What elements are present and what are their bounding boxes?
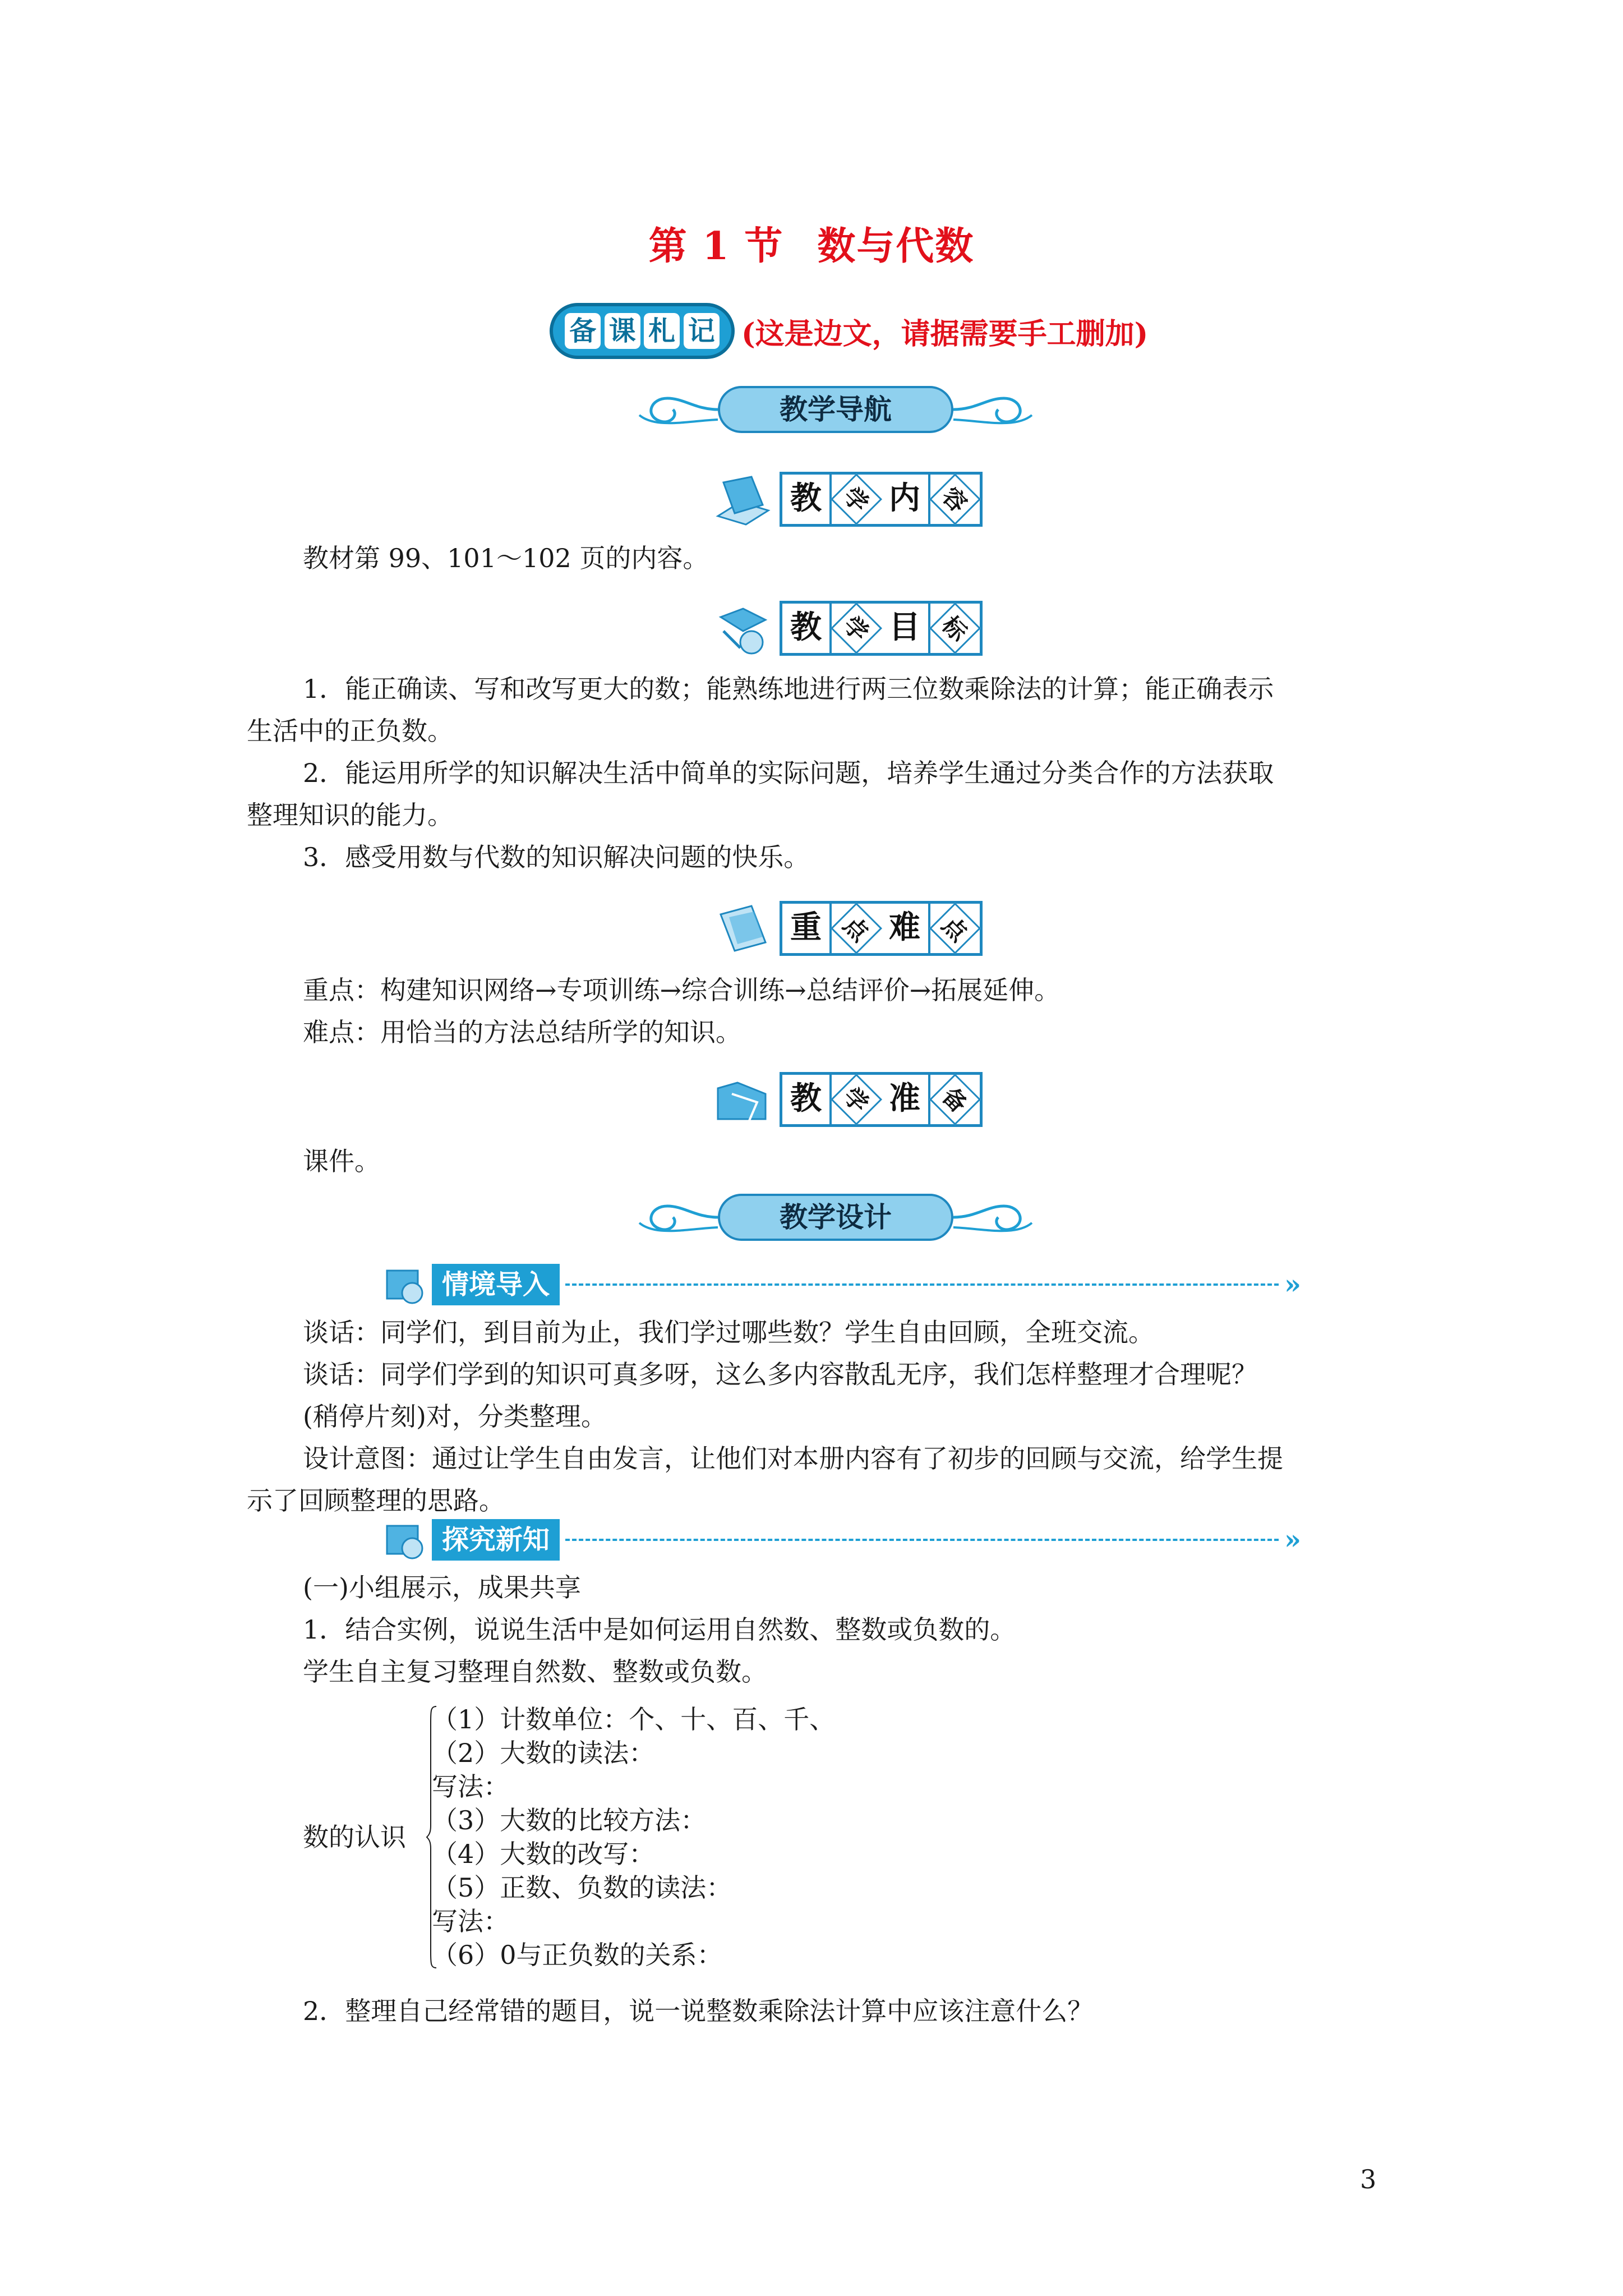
- subheading-label: 情境导入: [432, 1264, 560, 1305]
- section-title-char: 学: [831, 473, 882, 525]
- content-text: 教材第 99、101～102 页的内容。: [303, 543, 709, 573]
- section-heading-preparation: [712, 1066, 983, 1133]
- double-chevron-icon: »: [1284, 1269, 1301, 1300]
- section-title-char: 容: [929, 473, 981, 525]
- intro-line: 谈话：同学们学到的知识可真多呀，这么多内容散乱无序，我们怎样整理才合理呢？: [303, 1359, 1257, 1389]
- section-title-char: 目: [881, 604, 930, 653]
- tree-item: 写法：: [432, 1906, 509, 1936]
- tree-item: （5）正数、负数的读法：: [432, 1872, 732, 1903]
- tree-item: （6）0与正负数的关系：: [432, 1940, 723, 1970]
- notes-row: [550, 300, 1148, 362]
- section-title-char: 准: [881, 1075, 930, 1124]
- banner-label: 教学导航: [718, 386, 953, 433]
- folder-icon: [712, 1071, 774, 1128]
- tree-item: （4）大数的改写：: [432, 1839, 655, 1869]
- explore-final-line: 2．整理自己经常错的题目，说一说整数乘除法计算中应该注意什么？: [303, 1996, 1094, 2026]
- scenario-icon: [381, 1262, 432, 1307]
- section-title-char: 内: [881, 475, 930, 524]
- section-title-box: [780, 901, 983, 956]
- goal-item: 生活中的正负数。: [247, 716, 453, 746]
- explore-line: 学生自主复习整理自然数、整数或负数。: [303, 1657, 767, 1687]
- double-chevron-icon: »: [1284, 1524, 1301, 1556]
- difficult-point-text: 难点：用恰当的方法总结所学的知识。: [303, 1017, 741, 1047]
- section-title-char: 难: [881, 904, 930, 953]
- section-title-char: 点: [929, 903, 981, 954]
- section-title-char: 重: [782, 904, 832, 953]
- notes-badge: [550, 303, 735, 359]
- section-title-char: 学: [831, 602, 882, 654]
- section-title-char: 点: [831, 903, 882, 954]
- section-heading-goals: [712, 595, 983, 662]
- notes-badge-char: 札: [644, 313, 680, 349]
- preparation-text: 课件。: [303, 1146, 380, 1176]
- goal-item: 2．能运用所学的知识解决生活中简单的实际问题，培养学生通过分类合作的方法获取: [303, 758, 1274, 788]
- intro-line: (稍停片刻)对，分类整理。: [303, 1401, 607, 1432]
- title-section-number: 第 1 节: [648, 224, 784, 269]
- subheading-label: 探究新知: [432, 1519, 560, 1561]
- banner-label: 教学设计: [718, 1194, 953, 1241]
- subheading-explore: [381, 1517, 1301, 1562]
- target-icon: [712, 600, 774, 656]
- banner-teaching-nav: [634, 376, 1038, 443]
- notes-badge-char: 备: [565, 313, 601, 349]
- intro-line: 示了回顾整理的思路。: [247, 1485, 505, 1516]
- subheading-intro: [381, 1262, 1301, 1307]
- tree-item: （3）大数的比较方法：: [432, 1805, 707, 1835]
- documents-icon: [712, 900, 774, 956]
- section-title-box: [780, 601, 983, 656]
- key-point-text: 重点：构建知识网络→专项训练→综合训练→总结评价→拓展延伸。: [303, 975, 1061, 1005]
- book-icon: [712, 471, 774, 527]
- section-title-char: 学: [831, 1074, 882, 1125]
- intro-line: 谈话：同学们，到目前为止，我们学过哪些数？学生自由回顾，全班交流。: [303, 1317, 1154, 1347]
- notes-hint: (这是边文，请据需要手工删加): [741, 316, 1149, 351]
- intro-line: 设计意图：通过让学生自由发言，让他们对本册内容有了初步的回顾与交流，给学生提: [303, 1443, 1283, 1474]
- tree-root-label: 数的认识: [303, 1822, 406, 1852]
- tree-item: 写法：: [432, 1772, 509, 1802]
- section-title-box: [780, 472, 983, 527]
- tree-item: （2）大数的读法：: [432, 1738, 655, 1768]
- section-title-char: 标: [929, 602, 981, 654]
- section-title-box: [780, 1072, 983, 1127]
- dashed-rule: [565, 1539, 1279, 1541]
- goal-item: 整理知识的能力。: [247, 800, 453, 830]
- explore-line: 1．结合实例，说说生活中是如何运用自然数、整数或负数的。: [303, 1614, 1016, 1645]
- section-heading-key-points: [712, 895, 983, 962]
- section-title-char: 备: [929, 1074, 981, 1125]
- section-title-char: 教: [782, 1075, 832, 1124]
- title-section-name: 数与代数: [817, 224, 975, 269]
- tree-item: （1）计数单位：个、十、百、千、: [432, 1704, 836, 1734]
- goal-item: 3．感受用数与代数的知识解决问题的快乐。: [303, 842, 810, 872]
- explore-line: (一)小组展示，成果共享: [303, 1572, 581, 1603]
- section-title-char: 教: [782, 475, 832, 524]
- explore-icon: [381, 1517, 432, 1562]
- notes-badge-char: 记: [684, 313, 720, 349]
- banner-teaching-design: [634, 1184, 1038, 1251]
- dashed-rule: [565, 1283, 1279, 1286]
- section-title-char: 教: [782, 604, 832, 653]
- goal-item: 1．能正确读、写和改写更大的数；能熟练地进行两三位数乘除法的计算；能正确表示: [303, 674, 1274, 704]
- section-heading-content: [712, 466, 983, 533]
- notes-badge-char: 课: [605, 313, 640, 349]
- page-title: [0, 216, 1623, 270]
- page-number: 3: [1360, 2164, 1377, 2194]
